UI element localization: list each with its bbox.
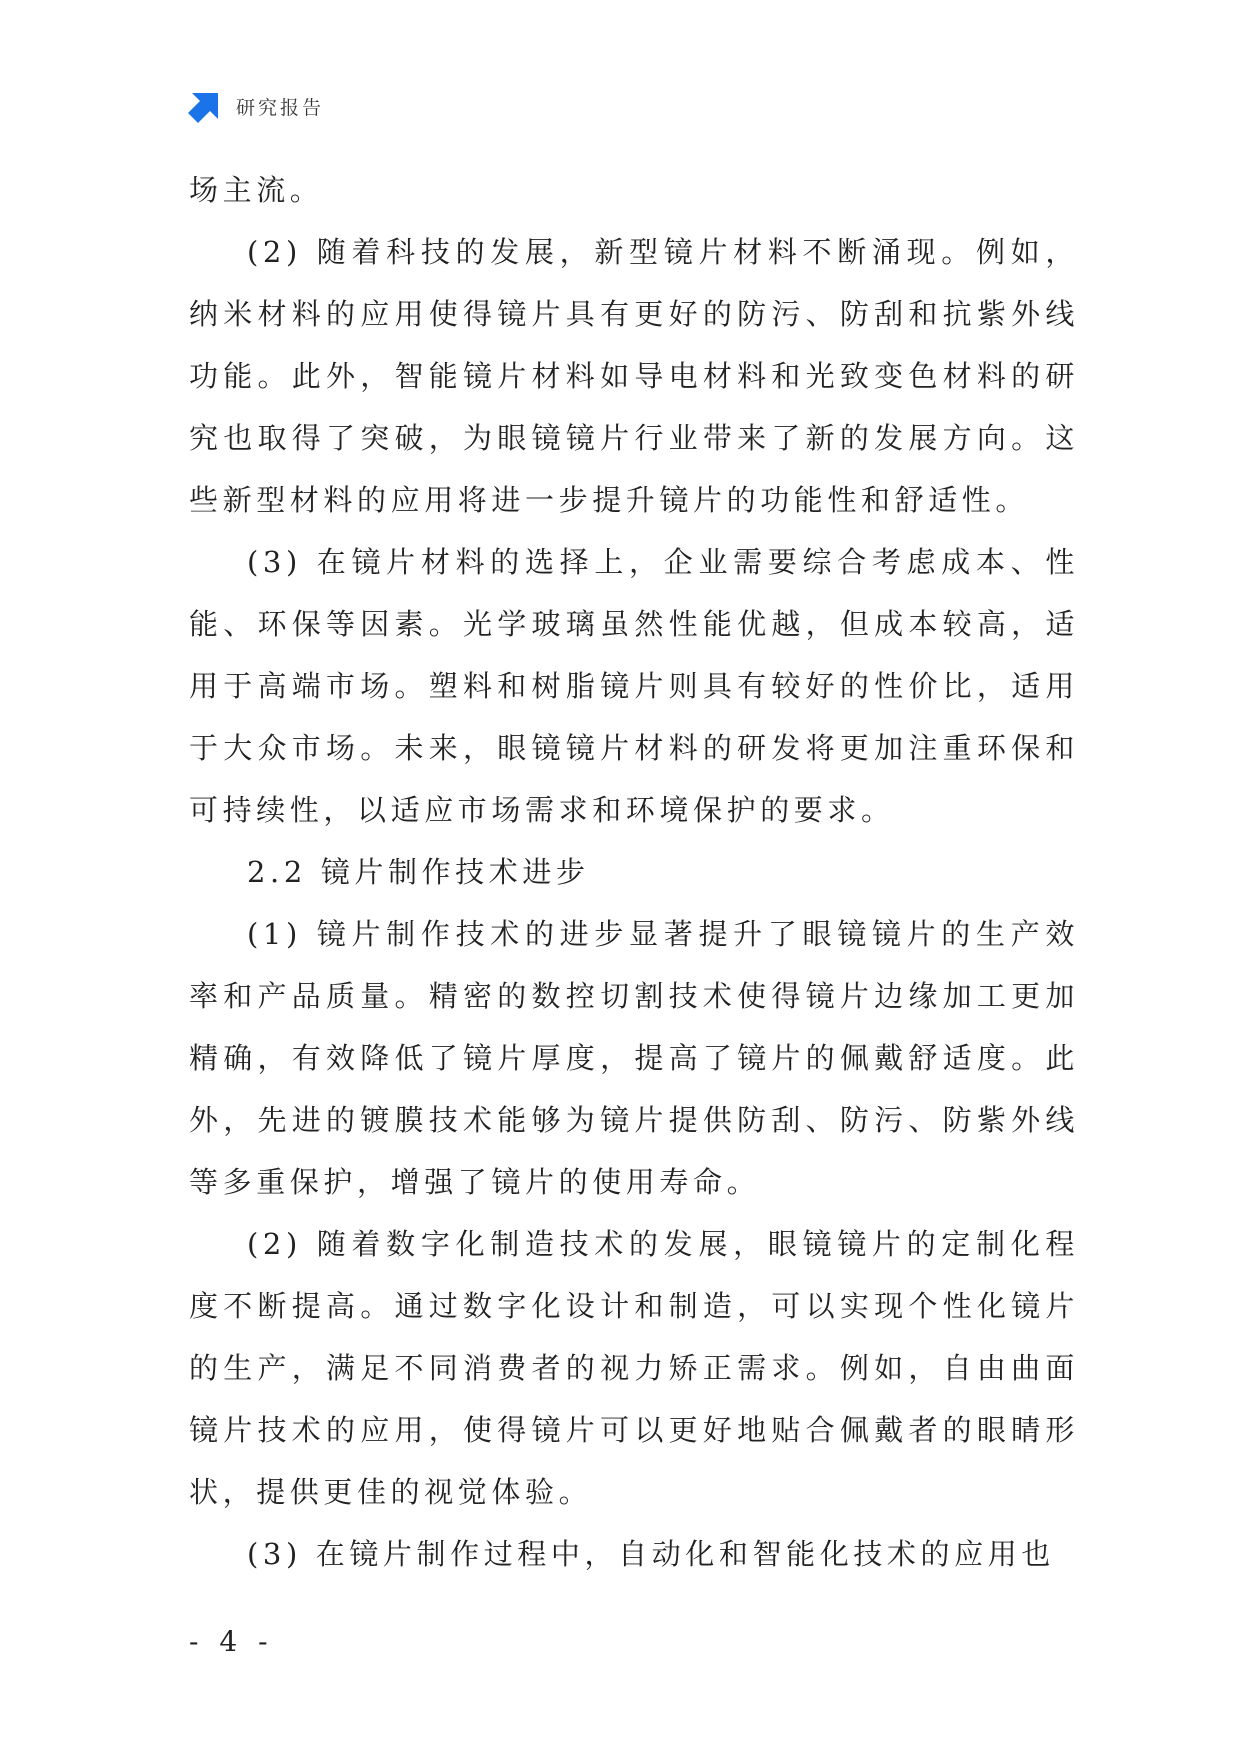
arrow-up-right-icon: [188, 89, 222, 123]
paragraph: (1) 镜片制作技术的进步显著提升了眼镜镜片的生产效率和产品质量。精密的数控切割技术使得镜片边缘加工更加精确，有效降低了镜片厚度，提高了镜片的佩戴舒适度。此外，先进的镀膜技术能够为镜片提供防刮、防污、防紫外线等多重保护，增强了镜片的使用寿命。: [189, 917, 1079, 1199]
paragraph-continuation: 场主流。: [189, 173, 324, 207]
header-title: 研究报告: [236, 96, 325, 119]
page-header: [188, 88, 324, 124]
paragraph: (3) 在镜片材料的选择上，企业需要综合考虑成本、性能、环保等因素。光学玻璃虽然性能优越，但成本较高，适用于高端市场。塑料和树脂镜片则具有较好的性价比，适用于大众市场。未来，眼镜镜片材料的研发将更加注重环保和可持续性，以适应市场需求和环境保护的要求。: [189, 545, 1079, 827]
paragraph: (2) 随着数字化制造技术的发展，眼镜镜片的定制化程度不断提高。通过数字化设计和制造，可以实现个性化镜片的生产，满足不同消费者的视力矫正需求。例如，自由曲面镜片技术的应用，使得镜片可以更好地贴合佩戴者的眼睛形状，提供更佳的视觉体验。: [189, 1227, 1079, 1509]
section-heading: 2.2 镜片制作技术进步: [247, 855, 590, 889]
paragraph: (3) 在镜片制作过程中，自动化和智能化技术的应用也: [247, 1537, 1055, 1571]
page-number: - 4 -: [189, 1625, 274, 1658]
paragraph: (2) 随着科技的发展，新型镜片材料不断涌现。例如，纳米材料的应用使得镜片具有更好的防污、防刮和抗紫外线功能。此外，智能镜片材料如导电材料和光致变色材料的研究也取得了突破，为眼镜镜片行业带来了新的发展方向。这些新型材料的应用将进一步提升镜片的功能性和舒适性。: [189, 235, 1079, 517]
document-body: [189, 159, 1079, 1585]
